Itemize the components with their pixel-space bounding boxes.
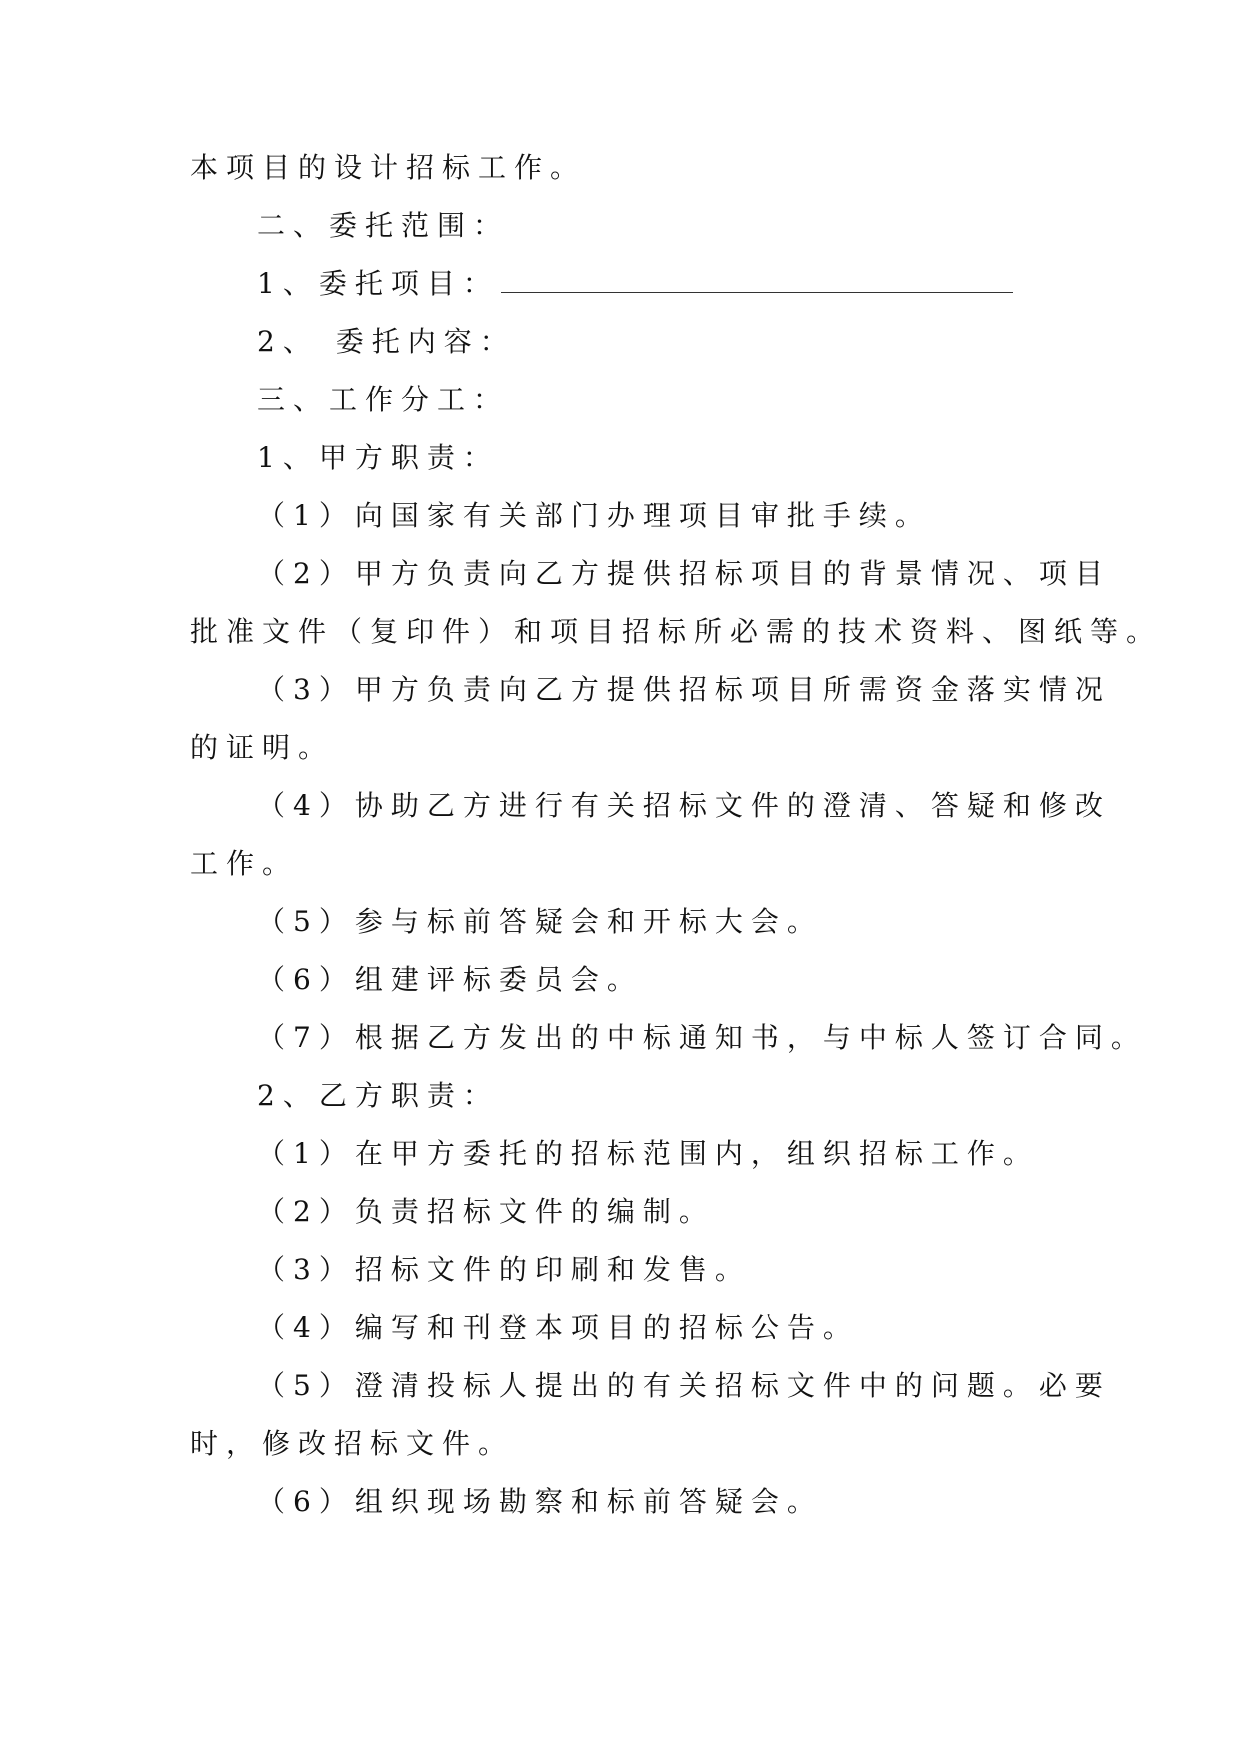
list-item: （1）在甲方委托的招标范围内，组织招标工作。 [257,1137,1039,1170]
list-item: （6）组建评标委员会。 [257,963,643,996]
entrust-item-row [257,266,1013,302]
list-item-continuation: 工作。 [190,847,299,880]
entrust-item-label: 1、委托项目： [257,267,499,300]
text-line: 2、 委托内容： [257,325,516,358]
list-item: （6）组织现场勘察和标前答疑会。 [257,1485,823,1518]
section-heading: 三、工作分工： [257,383,510,416]
list-item: （4）协助乙方进行有关招标文件的澄清、答疑和修改 [257,789,1111,822]
text-line: 本项目的设计招标工作。 [190,151,587,184]
list-item-continuation: 时，修改招标文件。 [190,1427,515,1460]
list-item: （5）参与标前答疑会和开标大会。 [257,905,823,938]
subsection-heading: 1、甲方职责： [257,441,499,474]
list-item: （5）澄清投标人提出的有关招标文件中的问题。必要 [257,1369,1111,1402]
list-item: （4）编写和刊登本项目的招标公告。 [257,1311,859,1344]
subsection-heading: 2、乙方职责： [257,1079,499,1112]
list-item: （3）甲方负责向乙方提供招标项目所需资金落实情况 [257,673,1111,706]
list-item: （2）甲方负责向乙方提供招标项目的背景情况、项目 [257,557,1111,590]
list-item: （7）根据乙方发出的中标通知书，与中标人签订合同。 [257,1021,1147,1054]
list-item: （1）向国家有关部门办理项目审批手续。 [257,499,931,532]
section-heading: 二、委托范围： [257,209,510,242]
fill-in-blank [501,268,1013,293]
list-item: （3）招标文件的印刷和发售。 [257,1253,751,1286]
list-item-continuation: 的证明。 [190,731,335,764]
list-item: （2）负责招标文件的编制。 [257,1195,715,1228]
list-item-continuation: 批准文件（复印件）和项目招标所必需的技术资料、图纸等。 [190,615,1163,648]
